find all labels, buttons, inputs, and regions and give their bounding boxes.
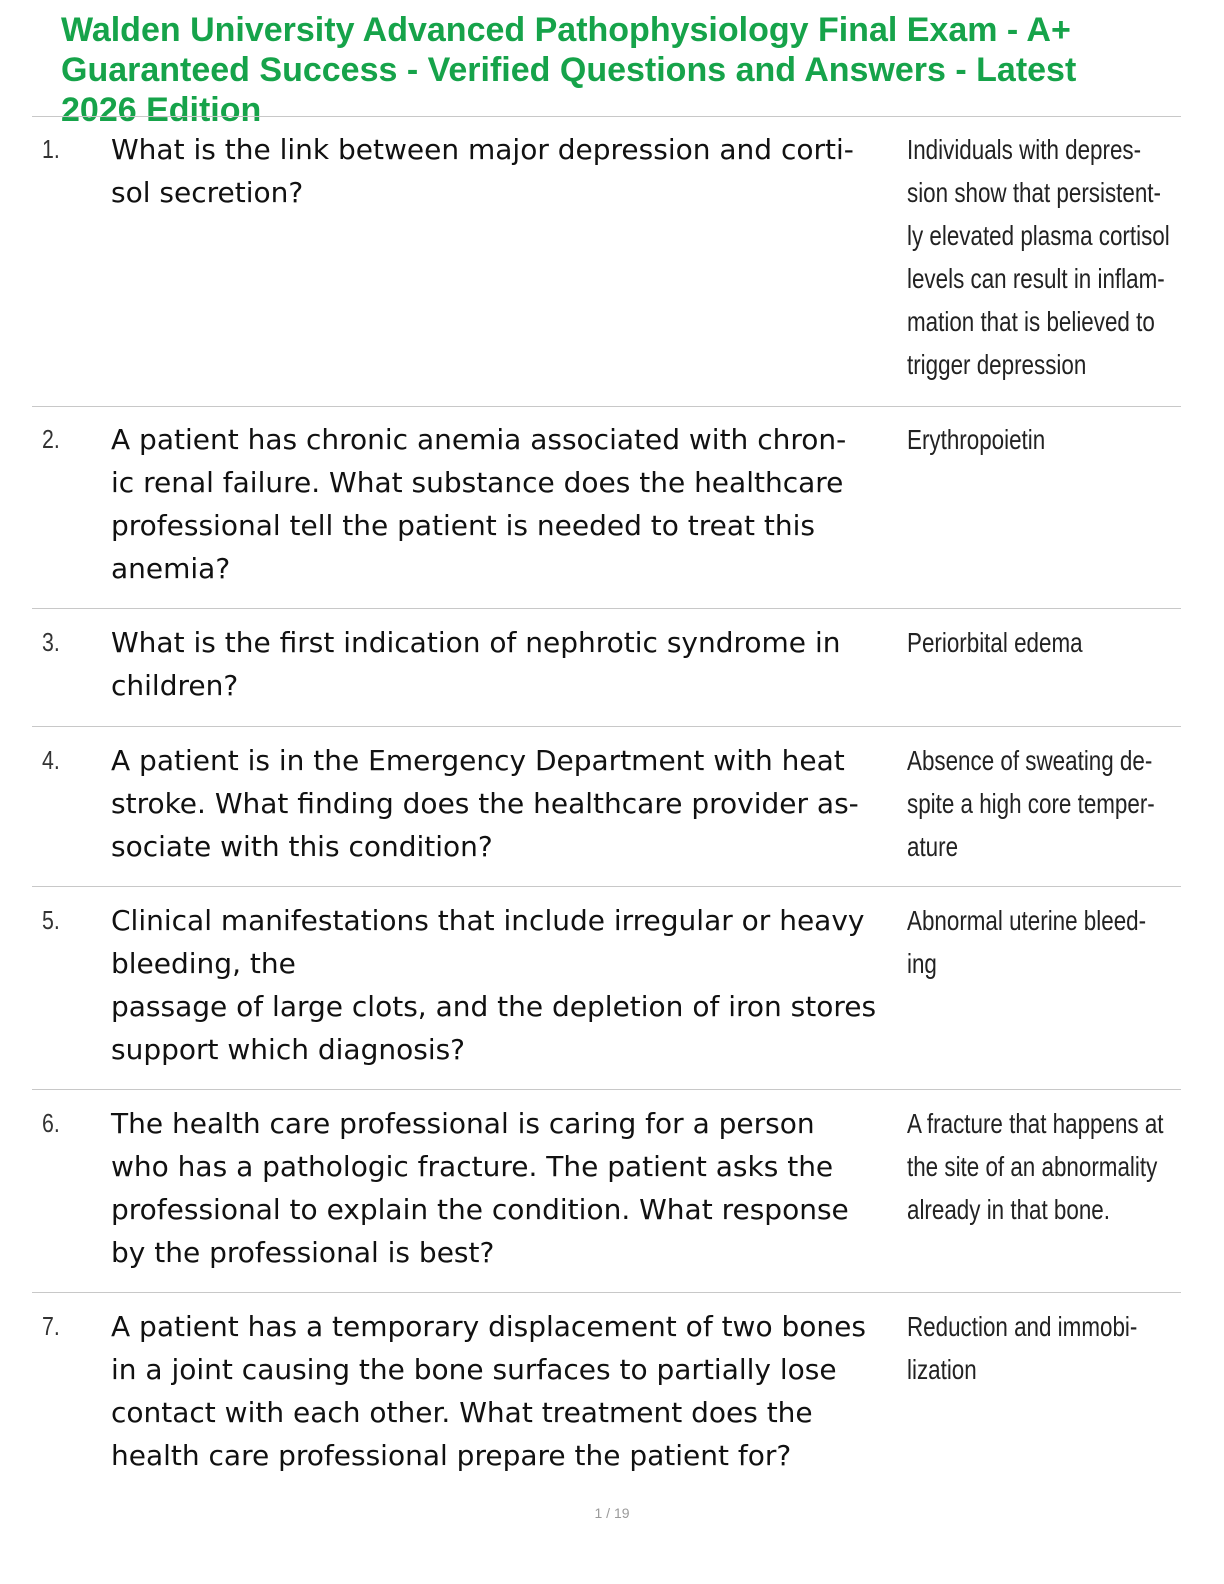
question-text: The health care professional is caring for a person who has a pathologic fracture. The patient asks the professional to explain the condition. What response by the professional is best?	[111, 1107, 849, 1269]
row-divider	[32, 726, 1181, 727]
row-divider	[32, 406, 1181, 407]
question-text: A patient has a temporary displacement of two bones in a joint causing the bone surfaces to partially lose contact with each other. What treatment does the health care professional prepare the patient for?	[111, 1310, 866, 1472]
question-number: 6.	[42, 1108, 60, 1138]
title-divider	[32, 116, 1181, 117]
question-number: 7.	[42, 1311, 60, 1341]
answer-text: Periorbital edema	[907, 627, 1083, 658]
question-number: 1.	[42, 134, 60, 164]
question-text: What is the first indication of nephrotic syndrome in children?	[111, 626, 841, 702]
row-divider	[32, 1292, 1181, 1293]
question-number: 2.	[42, 424, 60, 454]
answer-text: A fracture that happens at the site of an abnormality already in that bone.	[907, 1108, 1164, 1225]
answer-text: Individuals with depres- sion show that persistent- ly elevated plasma cortisol levels can result in inflam- mation that is believed to trigger depression	[907, 134, 1170, 380]
question-number: 4.	[42, 745, 60, 775]
answer-text: Abnormal uterine bleed- ing	[907, 905, 1147, 979]
answer-text: Reduction and immobi- lization	[907, 1311, 1138, 1385]
question-text: Clinical manifestations that include irregular or heavy bleeding, the passage of large clots, and the depletion of iron stores support which diagnosis?	[111, 904, 877, 1066]
row-divider	[32, 608, 1181, 609]
question-number: 3.	[42, 627, 60, 657]
page-indicator: 1 / 19	[594, 1505, 630, 1521]
question-text: What is the link between major depression and corti- sol secretion?	[111, 133, 854, 209]
question-text: A patient is in the Emergency Department with heat stroke. What finding does the healthcare provider as- sociate with this condition?	[111, 744, 859, 863]
document-title: Walden University Advanced Pathophysiology Final Exam - A+ Guaranteed Success - Verified Questions and Answers - Latest 2026 Edition	[61, 11, 1077, 129]
row-divider	[32, 886, 1181, 887]
answer-text: Absence of sweating de- spite a high core temper- ature	[907, 745, 1155, 862]
row-divider	[32, 1089, 1181, 1090]
answer-text: Erythropoietin	[907, 424, 1046, 455]
question-number: 5.	[42, 905, 60, 935]
question-text: A patient has chronic anemia associated with chron- ic renal failure. What substance does the healthcare professional tell the patient is needed to treat this anemia?	[111, 423, 847, 585]
